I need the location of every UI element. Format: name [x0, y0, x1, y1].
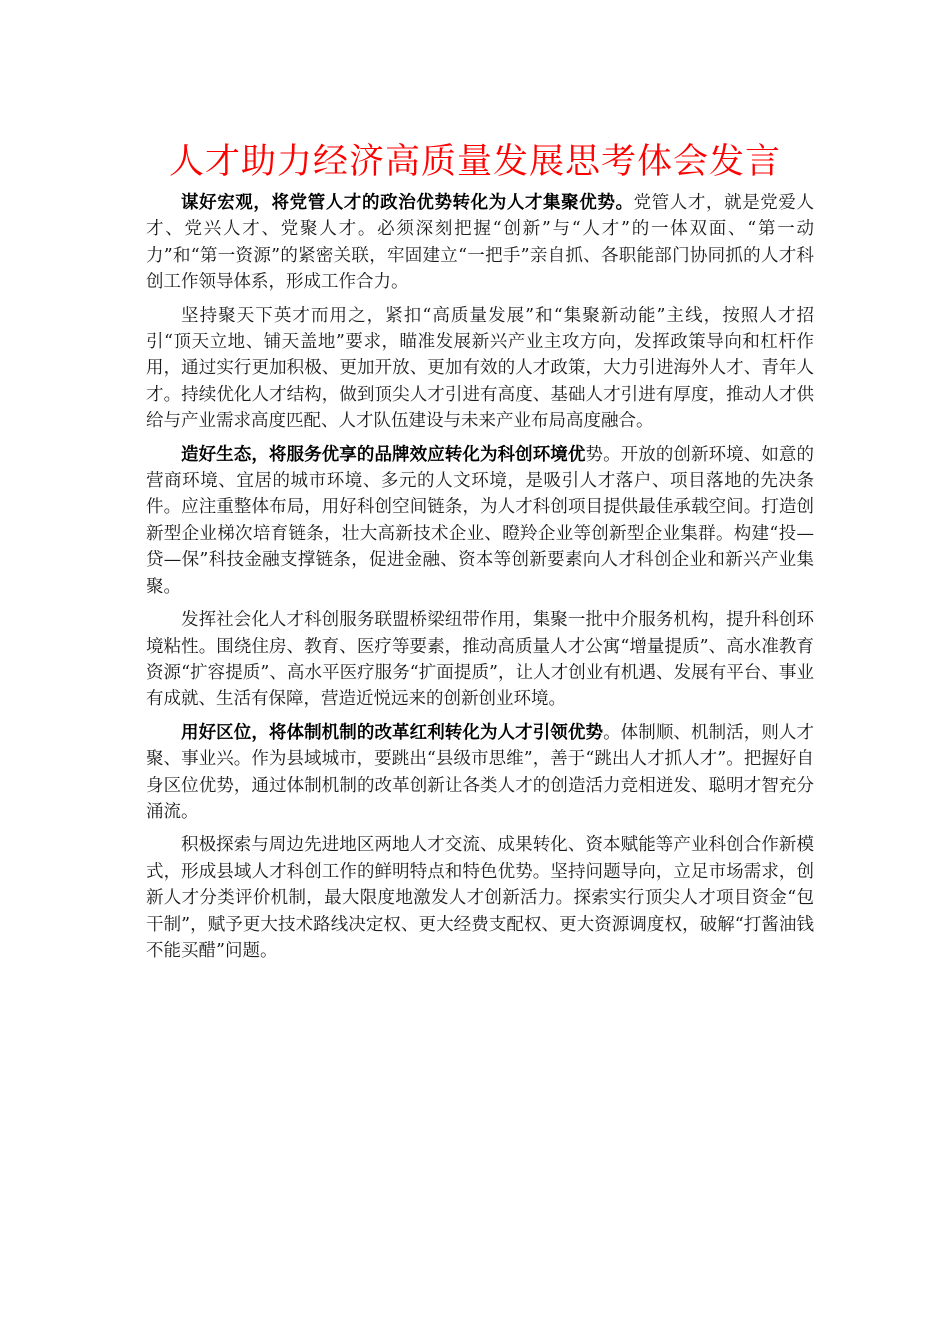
paragraph-5-lead: 用好区位，将体制机制的改革红利转化为人才引领优势	[181, 722, 604, 743]
paragraph-3-lead: 造好生态，将服务优享的品牌效应转化为科创环境优	[181, 444, 586, 465]
paragraph-2	[146, 303, 814, 435]
paragraph-6	[146, 832, 814, 964]
paragraph-1-lead: 谋好宏观，将党管人才的政治优势转化为人才集聚优势。	[181, 193, 634, 213]
paragraph-3-text: 势。开放的创新环境、如意的营商环境、宜居的城市环境、多元的人文环境，是吸引人才落户、项目落地的先决条件。应注重整体布局，用好科创空间链条，为人才科创项目提供最佳承载空间。打造创新型企业梯次培育链条，壮大高新技术企业、瞪羚企业等创新型企业集群。构建“投—贷—保”科技金融支撑链条，促进金融、资本等创新要素向人才科创企业和新兴产业集聚。	[146, 444, 815, 597]
document-body	[146, 190, 814, 971]
paragraph-1	[146, 190, 814, 296]
paragraph-5	[146, 720, 814, 826]
paragraph-4	[146, 607, 814, 713]
paragraph-2-text: 坚持聚天下英才而用之，紧扣“高质量发展”和“集聚新动能”主线，按照人才招引“顶天立地、铺天盖地”要求，瞄准发展新兴产业主攻方向，发挥政策导向和杠杆作用，通过实行更加积极、更加开放、更加有效的人才政策，大力引进海外人才、青年人才。持续优化人才结构，做到顶尖人才引进有高度、基础人才引进有厚度，推动人才供给与产业需求高度匹配、人才队伍建设与未来产业布局高度融合。	[146, 305, 814, 432]
paragraph-3	[146, 442, 814, 600]
document-title: 人才助力经济高质量发展思考体会发言	[168, 142, 781, 182]
paragraph-5-text: 。体制顺、机制活，则人才聚、事业兴。作为县域城市，要跳出“县级市思维”，善于“跳出人才抓人才”。把握好自身区位优势，通过体制机制的改革创新让各类人才的创造活力竞相迸发、聪明才智充分涌流。	[146, 722, 815, 822]
paragraph-4-text: 发挥社会化人才科创服务联盟桥梁纽带作用，集聚一批中介服务机构，提升科创环境粘性。围绕住房、教育、医疗等要素，推动高质量人才公寓“增量提质”、高水准教育资源“扩容提质”、高水平医疗服务“扩面提质”，让人才创业有机遇、发展有平台、事业有成就、生活有保障，营造近悦远来的创新创业环境。	[146, 610, 814, 710]
paragraph-1-text: 党管人才，就是党爱人才、党兴人才、党聚人才。必须深刻把握“创新”与“人才”的一体双面、“第一动力”和“第一资源”的紧密关联，牢固建立“一把手”亲自抓、各职能部门协同抓的人才科创工作领导体系，形成工作合力。	[146, 193, 815, 293]
paragraph-6-text: 积极探索与周边先进地区两地人才交流、成果转化、资本赋能等产业科创合作新模式，形成县域人才科创工作的鲜明特点和特色优势。坚持问题导向，立足市场需求，创新人才分类评价机制，最大限度地激发人才创新活力。探索实行顶尖人才项目资金“包干制”，赋予更大技术路线决定权、更大经费支配权、更大资源调度权，破解“打酱油钱不能买醋”问题。	[146, 835, 814, 961]
